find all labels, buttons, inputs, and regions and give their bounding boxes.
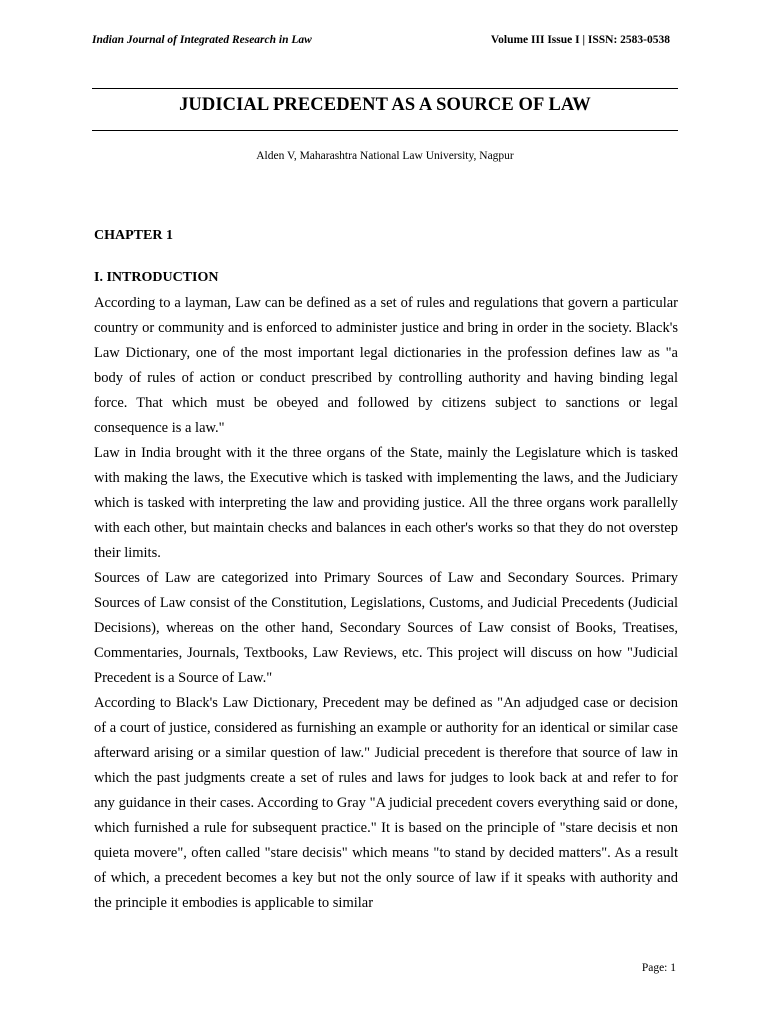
body-text (94, 291, 678, 927)
paragraph: Sources of Law are categorized into Primary Sources of Law and Secondary Sources. Primary Sources of Law consist of the Constitution, Legislations, Customs, and Judicial Precedents (Judicial Decisions), whereas on the other hand, Secondary Sources of Law consist of Books, Treatises, Commentaries, Journals, Textbooks, Law Reviews, etc. This project will discuss on how "Judicial Precedent is a Source of Law." (94, 570, 678, 686)
article-title: JUDICIAL PRECEDENT AS A SOURCE OF LAW (179, 95, 591, 115)
section-heading: I. INTRODUCTION (94, 270, 219, 285)
paragraph: Law in India brought with it the three organs of the State, mainly the Legislature which is tasked with making the laws, the Executive which is tasked with implementing the laws, and the Judiciary which is tasked with interpreting the law and providing justice. All the three organs work parallelly with each other, but maintain checks and balances in each other's works so that they do not overstep their limits. (94, 445, 678, 561)
title-bottom-rule (92, 130, 678, 131)
author-line: Alden V, Maharashtra National Law University, Nagpur (256, 150, 514, 162)
paragraph: According to a layman, Law can be defined as a set of rules and regulations that govern a particular country or community and is enforced to administer justice and bring in order in the society. Black's Law Dictionary, one of the most important legal dictionaries in the profession defines law as "a body of rules of action or conduct prescribed by controlling authority and having binding legal force. That which must be obeyed and followed by citizens subject to sanctions or legal consequence is a law." (94, 295, 678, 436)
paragraph: According to Black's Law Dictionary, Precedent may be defined as "An adjudged case or decision of a court of justice, considered as furnishing an example or authority for an identical or similar case afterward arising or a similar question of law." Judicial precedent is therefore that source of law in which the past judgments create a set of rules and laws for judges to look back at and refer to for any guidance in their cases. According to Gray "A judicial precedent covers everything said or done, which furnished a rule for subsequent practice." It is based on the principle of "stare decisis et non quieta movere", often called "stare decisis" which means "to stand by decided matters". As a result of which, a precedent becomes a key but not the only source of law if it speaks with authority and the principle it embodies is applicable to similar (94, 695, 678, 911)
running-header (92, 34, 670, 52)
volume-issn: Volume III Issue I | ISSN: 2583-0538 (490, 34, 670, 46)
chapter-heading: CHAPTER 1 (94, 228, 173, 243)
title-top-rule (92, 88, 678, 89)
page-number: Page: 1 (641, 962, 676, 974)
journal-name: Indian Journal of Integrated Research in Law (92, 34, 312, 46)
